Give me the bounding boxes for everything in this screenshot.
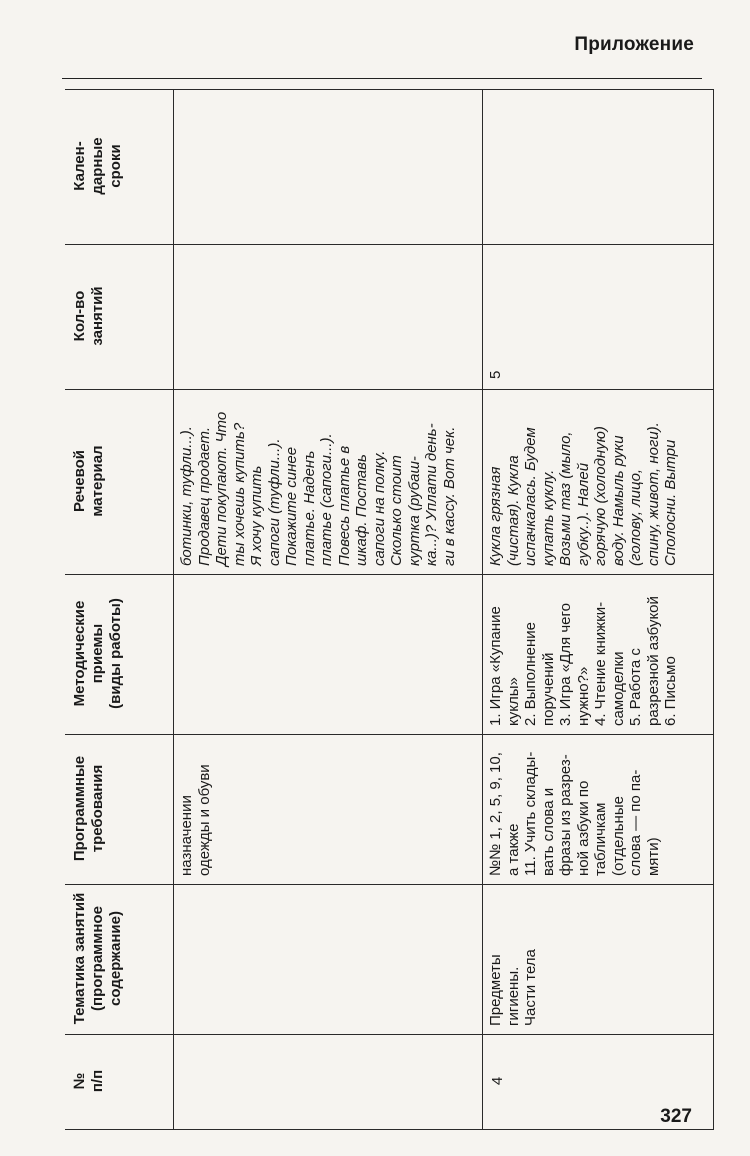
cell-calendar-dates xyxy=(174,90,483,245)
curriculum-table-rotated xyxy=(65,90,697,1130)
table-row xyxy=(174,90,483,1130)
col-header-methods: Методические приемы (виды работы) xyxy=(65,575,174,735)
col-header-requirements: Программные требования xyxy=(65,735,174,885)
cell-topic: Предметы гигиены. Части тела xyxy=(483,885,714,1035)
cell-methods: 1. Игра «Купание куклы» 2. Выполнение поручений 3. Игра «Для чего нужно?» 4. Чтение книжки- самоделки 5. Работа с разрезной азбукой 6. Письмо xyxy=(483,575,714,735)
cell-speech-material: Кукла грязная (чистая). Кукла испачкалась. Будем купать куклу. Возьми таз (мыло, губку..). Налей горячую (холодную) воду. Намыль руки (голову, лицо, спину, живот, ноги). Сполосни. Вытри xyxy=(483,390,714,575)
cell-calendar-dates xyxy=(483,90,714,245)
cell-requirements: назначении одежды и обуви xyxy=(174,735,483,885)
page-header-title: Приложение xyxy=(574,34,694,55)
cell-number: 4 xyxy=(483,1035,714,1130)
cell-lesson-count: 5 xyxy=(483,245,714,390)
col-header-topic: Тематика занятий (программное содержание) xyxy=(65,885,174,1035)
header-rule xyxy=(62,78,702,79)
col-header-number: № п/п xyxy=(65,1035,174,1130)
col-header-lesson-count: Кол-во занятий xyxy=(65,245,174,390)
cell-speech-material: ботинки, туфли...). Продавец продает. Дети покупают. Что ты хочешь купить? Я хочу купить сапоги (туфли...). Покажите синее платье. Наденъ платье (сапоги...). Повесь платье в шкаф. Поставь сапоги на полку. Сколько стоит куртка (рубаш- ка...)? Уплати день- ги в кассу. Вот чек. xyxy=(174,390,483,575)
cell-methods xyxy=(174,575,483,735)
cell-lesson-count xyxy=(174,245,483,390)
col-header-calendar-dates: Кален- дарные сроки xyxy=(65,90,174,245)
cell-number xyxy=(174,1035,483,1130)
page-number: 327 xyxy=(660,1106,692,1127)
cell-requirements: №№ 1, 2, 5, 9, 10, а также 11. Учить склады- вать слова и фразы из разрез- ной азбуки по табличкам (отдельные слова — по па- мяти) xyxy=(483,735,714,885)
cell-topic xyxy=(174,885,483,1035)
table-header-row xyxy=(65,90,174,1130)
col-header-speech-material: Речевой материал xyxy=(65,390,174,575)
curriculum-table xyxy=(65,89,714,1130)
table-row xyxy=(483,90,714,1130)
